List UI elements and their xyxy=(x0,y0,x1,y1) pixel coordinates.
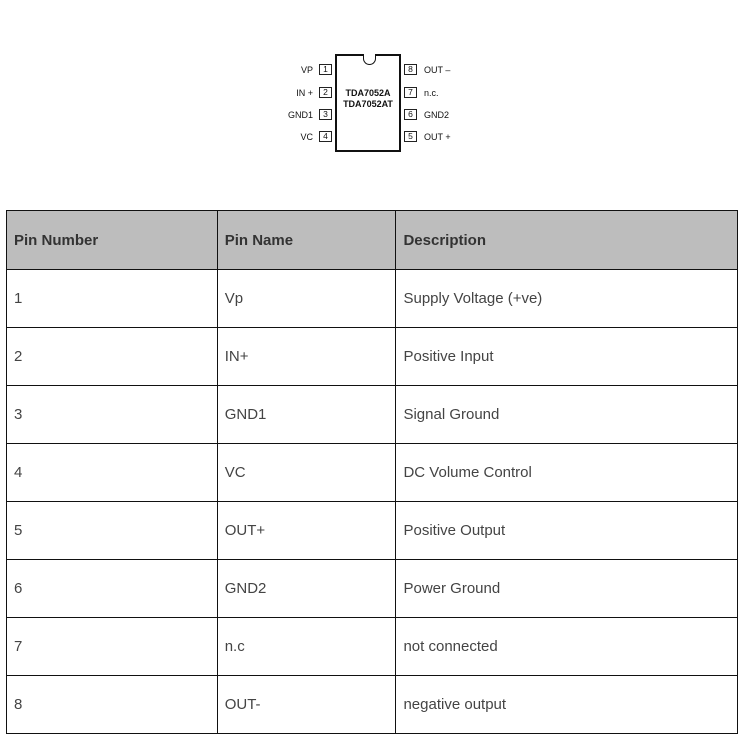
cell-description: DC Volume Control xyxy=(396,444,738,502)
chip-label-a: TDA7052A xyxy=(345,88,391,98)
cell-description: Positive Input xyxy=(396,328,738,386)
cell-description: Supply Voltage (+ve) xyxy=(396,270,738,328)
pin-number-box: 1 xyxy=(319,64,332,75)
pin-name-right: OUT + xyxy=(424,132,451,142)
pin-name-right: OUT – xyxy=(424,65,451,75)
header-pin-number: Pin Number xyxy=(7,211,218,270)
pin-table xyxy=(6,210,738,734)
header-pin-name: Pin Name xyxy=(217,211,396,270)
pin-number-box: 7 xyxy=(404,87,417,98)
cell-pin-name: n.c xyxy=(217,618,396,676)
cell-pin-name: GND2 xyxy=(217,560,396,618)
cell-pin-number: 4 xyxy=(7,444,218,502)
cell-pin-number: 7 xyxy=(7,618,218,676)
cell-pin-number: 8 xyxy=(7,676,218,734)
cell-pin-number: 6 xyxy=(7,560,218,618)
pin-number-box: 5 xyxy=(404,131,417,142)
cell-description: not connected xyxy=(396,618,738,676)
cell-pin-name: Vp xyxy=(217,270,396,328)
cell-pin-number: 2 xyxy=(7,328,218,386)
table-row xyxy=(7,676,738,734)
cell-pin-name: OUT- xyxy=(217,676,396,734)
cell-pin-number: 5 xyxy=(7,502,218,560)
pin-number-box: 3 xyxy=(319,109,332,120)
table-row xyxy=(7,502,738,560)
cell-description: negative output xyxy=(396,676,738,734)
cell-pin-number: 3 xyxy=(7,386,218,444)
pin-name-left: VC xyxy=(300,132,313,142)
pin1-notch-icon xyxy=(363,54,376,65)
cell-description: Signal Ground xyxy=(396,386,738,444)
cell-pin-name: GND1 xyxy=(217,386,396,444)
header-description: Description xyxy=(396,211,738,270)
pin-number-box: 2 xyxy=(319,87,332,98)
pin-name-right: n.c. xyxy=(424,88,439,98)
table-header-row xyxy=(7,211,738,270)
cell-pin-name: OUT+ xyxy=(217,502,396,560)
cell-pin-name: IN+ xyxy=(217,328,396,386)
pinout-diagram xyxy=(280,45,470,165)
pin-number-box: 6 xyxy=(404,109,417,120)
pin-name-left: VP xyxy=(300,65,313,75)
table-row xyxy=(7,618,738,676)
table-row xyxy=(7,270,738,328)
table-row xyxy=(7,386,738,444)
table-row xyxy=(7,444,738,502)
pin-name-left: IN + xyxy=(296,88,313,98)
pin-name-left: GND1 xyxy=(287,110,313,120)
pin-name-right: GND2 xyxy=(424,110,450,120)
chip-label-at: TDA7052AT xyxy=(343,99,393,109)
cell-pin-number: 1 xyxy=(7,270,218,328)
ic-package xyxy=(335,54,401,152)
cell-description: Positive Output xyxy=(396,502,738,560)
cell-description: Power Ground xyxy=(396,560,738,618)
pin-number-box: 4 xyxy=(319,131,332,142)
cell-pin-name: VC xyxy=(217,444,396,502)
table-row xyxy=(7,328,738,386)
table-row xyxy=(7,560,738,618)
pin-number-box: 8 xyxy=(404,64,417,75)
